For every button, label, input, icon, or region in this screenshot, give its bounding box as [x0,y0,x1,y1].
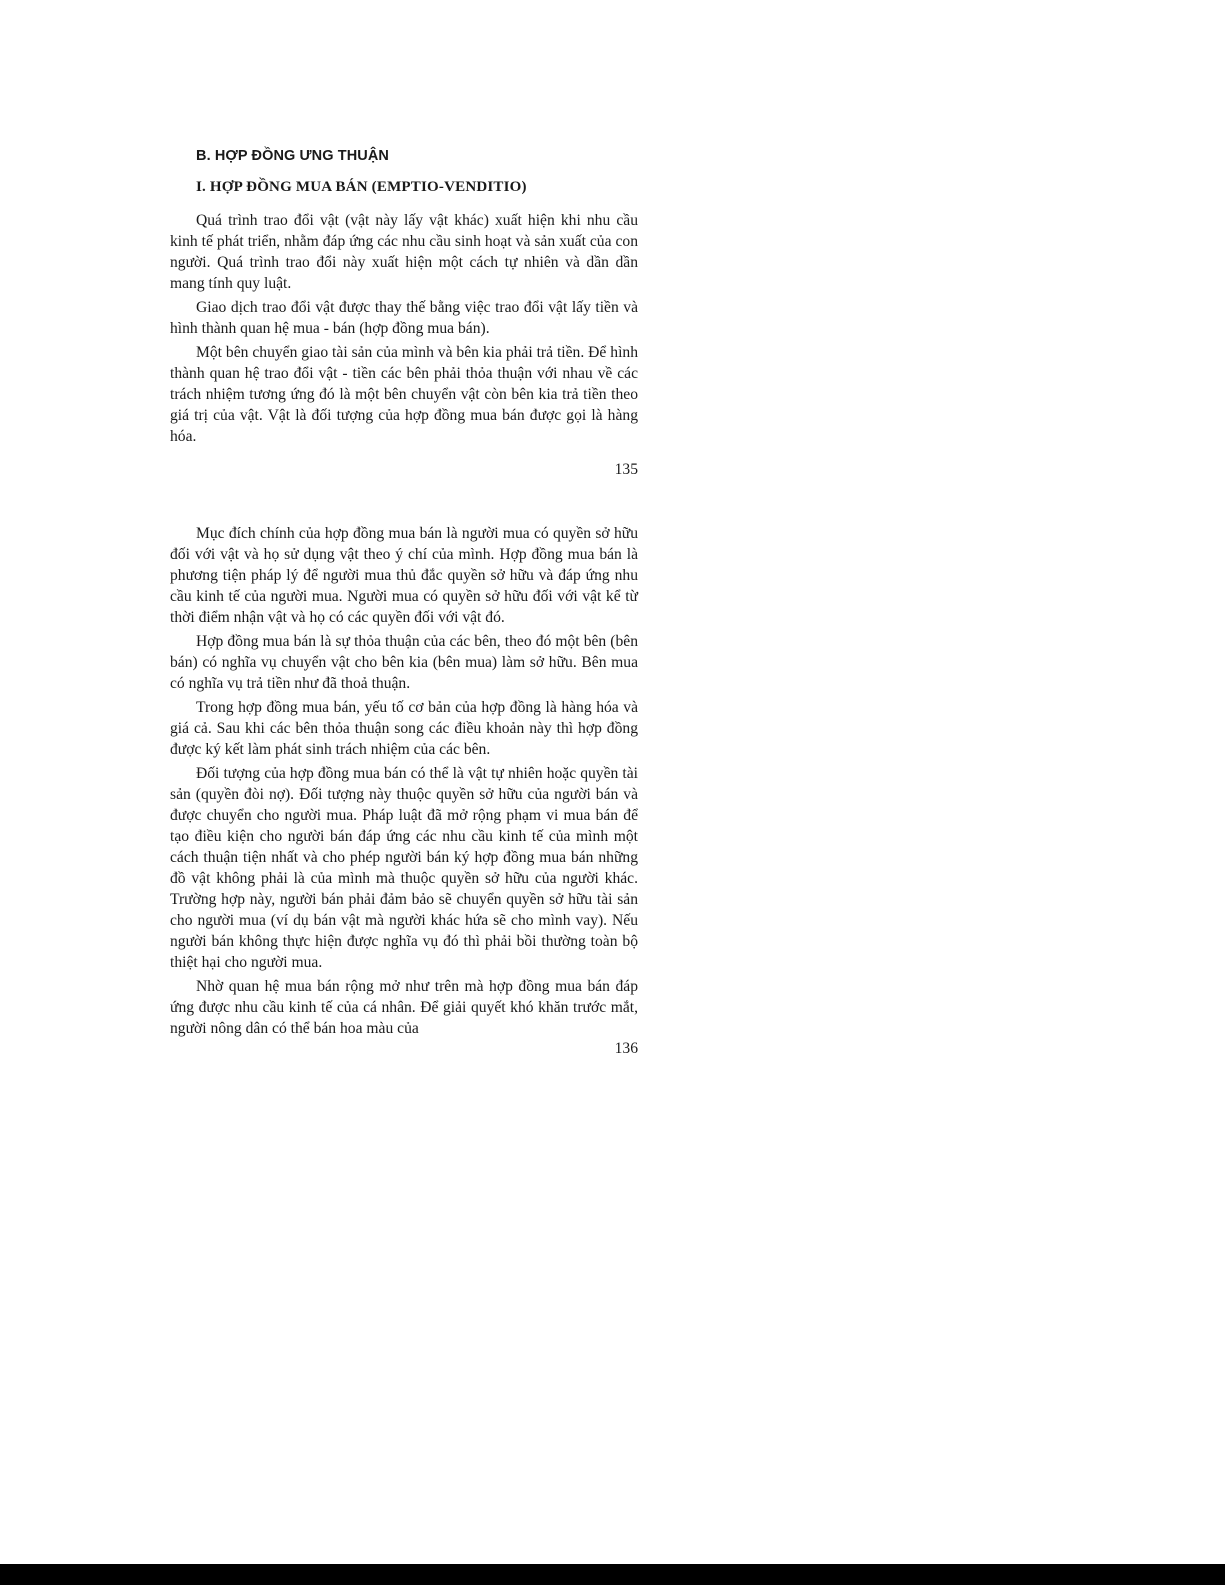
paragraph: Quá trình trao đổi vật (vật này lấy vật khác) xuất hiện khi nhu cầu kinh tế phát triển, nhằm đáp ứng các nhu cầu sinh hoạt và sản xuất của con người. Quá trình trao đổi này xuất hiện một cách tự nhiên và dần dần mang tính quy luật. [170,212,638,292]
paragraph: Nhờ quan hệ mua bán rộng mở như trên mà hợp đồng mua bán đáp ứng được nhu cầu kinh tế của cá nhân. Để giải quyết khó khăn trước mắt, người nông dân có thể bán hoa màu của [170,978,638,1037]
page-number: 136 [614,1040,638,1057]
page-136 [170,523,638,1058]
section-heading: B. HỢP ĐỒNG ƯNG THUẬN [196,148,389,164]
paragraph: Hợp đồng mua bán là sự thỏa thuận của các bên, theo đó một bên (bên bán) có nghĩa vụ chuyển vật cho bên kia (bên mua) làm sở hữu. Bên mua có nghĩa vụ trả tiền như đã thoả thuận. [170,633,638,692]
paragraph: Trong hợp đồng mua bán, yếu tố cơ bản của hợp đồng là hàng hóa và giá cả. Sau khi các bên thỏa thuận song các điều khoản này thì hợp đồng được ký kết làm phát sinh trách nhiệm của các bên. [170,699,638,758]
paragraph: Đối tượng của hợp đồng mua bán có thể là vật tự nhiên hoặc quyền tài sản (quyền đòi nợ). Đối tượng này thuộc quyền sở hữu của người bán và được chuyển cho người mua. Pháp luật đã mở rộng phạm vi mua bán để tạo điều kiện cho người bán đáp ứng các nhu cầu kinh tế của mình một cách thuận tiện nhất và cho phép người bán ký hợp đồng mua bán những đồ vật không phải là của mình mà thuộc quyền sở hữu của người khác. Trường hợp này, người bán phải đảm bảo sẽ chuyển quyền sở hữu tài sản cho người mua (ví dụ bán vật mà người khác hứa sẽ cho mình vay). Nếu người bán không thực hiện được nghĩa vụ đó thì phải bồi thường toàn bộ thiệt hại cho người mua. [170,765,638,971]
sub-heading: I. HỢP ĐỒNG MUA BÁN (EMPTIO-VENDITIO) [196,179,527,195]
page-number: 135 [614,461,638,478]
paragraph: Mục đích chính của hợp đồng mua bán là người mua có quyền sở hữu đối với vật và họ sử dụng vật theo ý chí của mình. Hợp đồng mua bán là phương tiện pháp lý để người mua thủ đắc quyền sở hữu và đáp ứng nhu cầu kinh tế của người mua. Người mua có quyền sở hữu đối với vật kể từ thời điểm nhận vật và họ có các quyền đối với vật đó. [170,525,638,626]
page-135 [170,148,638,479]
bottom-scan-border [0,1564,1225,1585]
paragraph: Giao dịch trao đổi vật được thay thế bằng việc trao đổi vật lấy tiền và hình thành quan hệ mua - bán (hợp đồng mua bán). [170,299,638,337]
paragraph: Một bên chuyển giao tài sản của mình và bên kia phải trả tiền. Để hình thành quan hệ trao đổi vật - tiền các bên phải thỏa thuận với nhau về các trách nhiệm tương ứng đó là một bên chuyển vật còn bên kia trả tiền theo giá trị của vật. Vật là đối tượng của hợp đồng mua bán được gọi là hàng hóa. [170,344,638,445]
